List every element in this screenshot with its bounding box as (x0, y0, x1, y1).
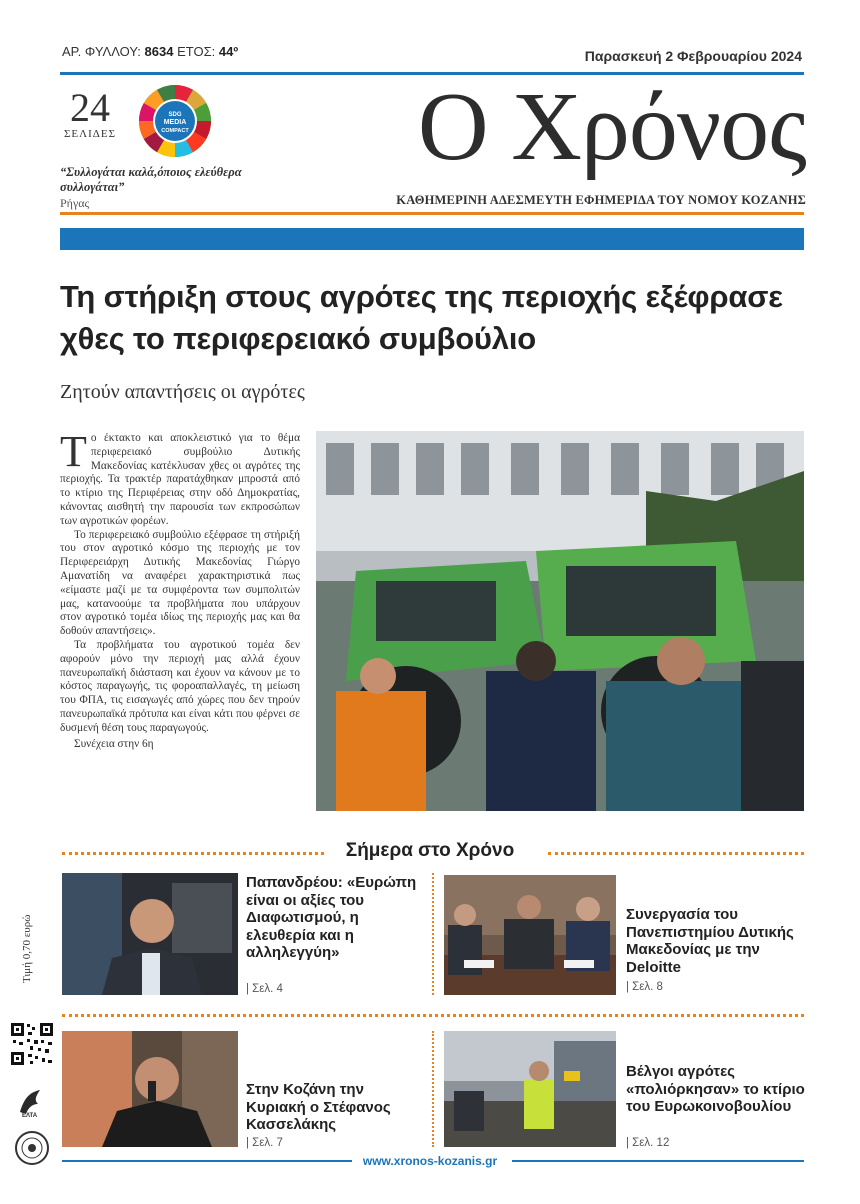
elta-logo-icon (16, 1086, 46, 1118)
article-paragraph-3: Τα προβλήματα του αγροτικού τομέα δεν αφορούν μόνο την περιοχή μας αλλά έχουν πανευρωπαϊκή διάσταση και έχουν να κάνουν με το κόστος παραγωγής, τις φοροαπαλλαγές, τη μείωση του ΦΠΑ, τις εισαγωγές από χώρες που δεν τηρούν πανευρωπαϊκά πρότυπα και είναι κάτι που φέρνει σε δυσμενή θέση τους παραγωγούς. (60, 638, 300, 734)
card-1-page: | Σελ. 4 (246, 983, 283, 995)
papandreou-photo (62, 873, 238, 995)
price-text: Τιμή 0,70 ευρώ (21, 914, 33, 983)
belgian-farmers-photo (444, 1031, 616, 1147)
article-paragraph-2: Το περιφερειακό συμβούλιο εξέφρασε τη στήριξή του στον αγροτικό κόσμο της περιοχής με τον Περιφερειάρχη Δυτικής Μακεδονίας Γιώργο Αμανατίδη να αναφέρει χαρακτηριστικά πως «είμαστε μαζί με τα συμφέροντα των συμπολιτών μας, κατανοούμε τα προβλήματα που υπάρχουν στον αγροτικό τομέα ιδίως της περιοχής μας και θα δοθούν απαντήσεις». (60, 528, 300, 638)
year-value: 44º (218, 44, 239, 59)
kasselakis-photo (62, 1031, 238, 1147)
card-1-title[interactable]: Παπανδρέου: «Ευρώπη είναι οι αξίες του Διαφωτισμού, η ελευθερία και η αλληλεγγύη» (246, 874, 417, 961)
sdg-media-compact-logo (138, 84, 212, 158)
card-4-title[interactable]: Βέλγοι αγρότες «πολιόρκησαν» το κτίριο του Ευρωκοινοβουλίου (626, 1063, 805, 1115)
issue-number: 8634 (144, 44, 174, 59)
year-label: ΕΤΟΣ: (177, 44, 216, 59)
card-3-page: | Σελ. 7 (246, 1137, 283, 1149)
lead-article-body (60, 427, 300, 751)
lead-subhead: Ζητούν απαντήσεις οι αγρότες (60, 381, 305, 403)
masthead-title: Ο Χρόνος (417, 73, 806, 181)
lead-headline: Τη στήριξη στους αγρότες της περιοχής εξέφρασε χθες το περιφερειακό συμβούλιο (60, 279, 783, 356)
badge-line-1: SDG (168, 112, 182, 118)
masthead-orange-rule (60, 212, 804, 215)
cards-row-divider (62, 1014, 804, 1017)
continued-link[interactable]: Συνέχεια στην 6η (74, 737, 154, 750)
badge-line-2: MEDIA (163, 119, 187, 126)
masthead-subtitle: ΚΑΘΗΜΕΡΙΝΗ ΑΔΕΣΜΕΥΤΗ ΕΦΗΜΕΡΙΔΑ ΤΟΥ ΝΟΜΟΥ ΚΟΖΑΝΗΣ (396, 193, 806, 207)
website-link[interactable]: www.xronos-kozanis.gr (362, 1154, 498, 1168)
drop-cap: Τ (60, 427, 87, 476)
issue-info (62, 44, 238, 59)
card-2-title[interactable]: Συνεργασία του Πανεπιστημίου Δυτικής Μακεδονίας με την Deloitte (626, 906, 794, 976)
article-paragraph-1 (60, 427, 300, 529)
card-4-page: | Σελ. 12 (626, 1137, 670, 1149)
masthead-blue-bar (60, 228, 804, 250)
elta-text: ΕΛΤΑ (22, 1113, 38, 1118)
publication-date: Παρασκευή 2 Φεβρουαρίου 2024 (584, 48, 802, 64)
issue-label: ΑΡ. ΦΥΛΛΟΥ: (62, 44, 141, 59)
section-title: Σήμερα στο Χρόνο (345, 840, 515, 861)
quote-author: Ρήγας (60, 196, 90, 210)
card-3-title[interactable]: Στην Κοζάνη την Κυριακή ο Στέφανος Κασσελάκης (246, 1081, 391, 1133)
paragraph-1-text: ο έκτακτο και αποκλειστικό για το θέμα περιφερειακό συμβούλιο Δυτικής Μακεδονίας κατέκλυσαν χθες οι αγρότες της περιοχής. Τα τρακτέρ παρατάχθηκαν μπροστά από το κτίριο της Περιφέρειας στην οδό Δημοκρατίας, κάνοντας αισθητή την παρουσία των εκπροσώπων των αγροτικών φορέων. (60, 432, 300, 527)
pages-label: ΣΕΛΙΔΕΣ (64, 128, 116, 140)
pages-count: 24 (70, 85, 110, 130)
deloitte-signing-photo (444, 875, 616, 995)
card-divider-bottom (432, 1031, 434, 1147)
badge-line-3: COMPACT (161, 128, 189, 134)
footer-rule-right (512, 1160, 804, 1162)
price-label (16, 905, 36, 985)
card-2-page: | Σελ. 8 (626, 981, 663, 993)
section-dots-right (548, 852, 804, 855)
tractors-protest-photo (316, 431, 804, 811)
card-divider-top (432, 873, 434, 995)
qr-code-icon[interactable] (10, 1022, 54, 1066)
masthead-quote: “Συλλογάται καλά,όποιος ελεύθερα συλλογάται” (60, 165, 242, 194)
